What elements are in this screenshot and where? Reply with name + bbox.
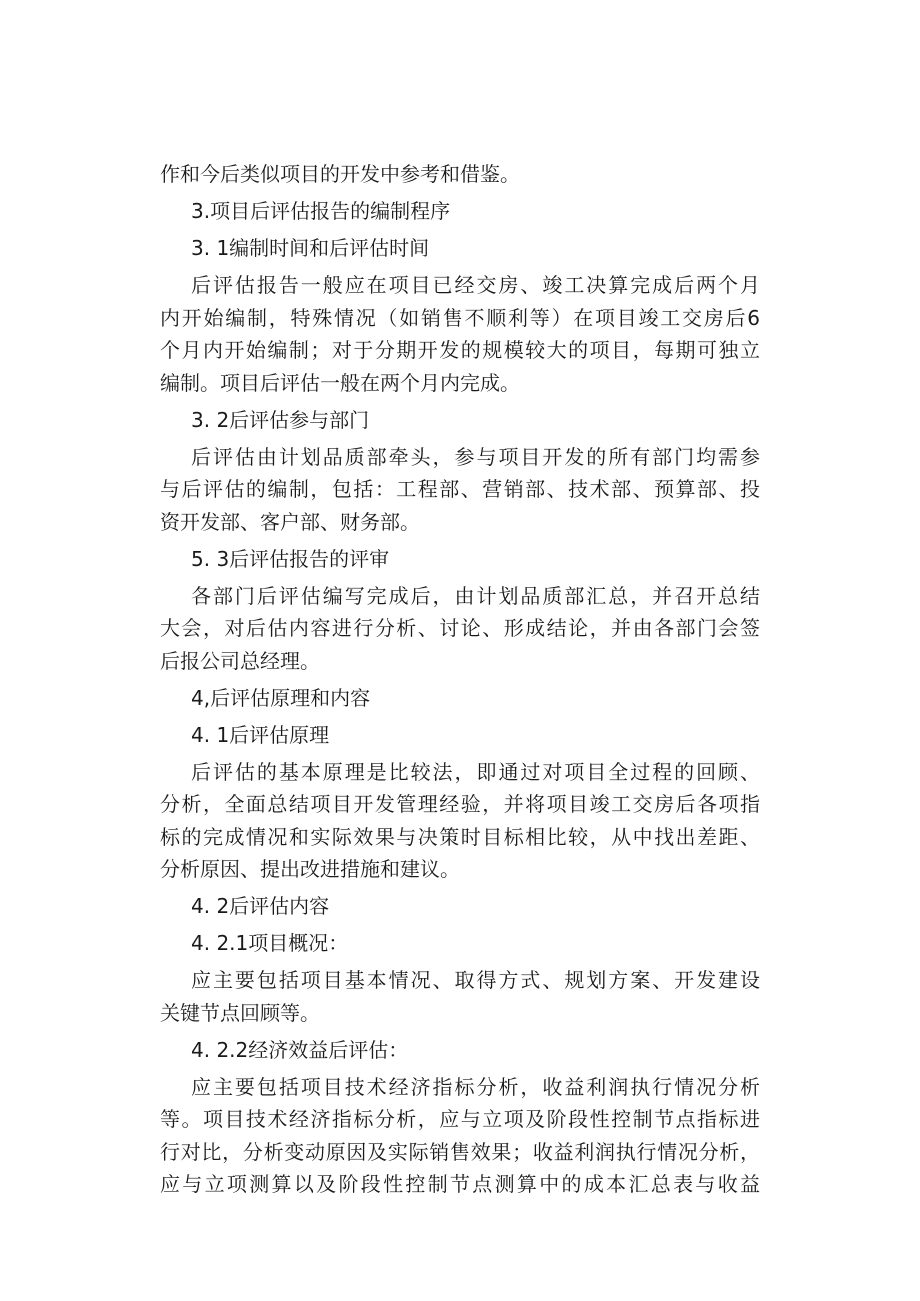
paragraph-line: 各部门后评估编写完成后，由计划品质部汇总，并召开总结 (191, 583, 760, 608)
paragraph-line: 后报公司总经理。 (160, 648, 320, 673)
paragraph-line: 应主要包括项目技术经济指标分析，收益利润执行情况分析 (191, 1074, 760, 1099)
paragraph-line: 分析，全面总结项目开发管理经验，并将项目竣工交房后各项指 (160, 792, 760, 816)
subsection-heading: 3. 2后评估参与部门 (191, 407, 370, 432)
subsection-heading: 4. 1后评估原理 (191, 722, 330, 747)
paragraph-line: 编制。项目后评估一般在两个月内完成。 (160, 370, 520, 395)
paragraph-line: 关键节点回顾等。 (160, 1000, 320, 1025)
subsection-heading: 4. 2后评估内容 (191, 894, 330, 918)
subsection-heading: 4. 2.1项目概况： (191, 931, 349, 955)
section-heading: 3.项目后评估报告的编制程序 (191, 199, 451, 223)
paragraph-line: 应主要包括项目基本情况、取得方式、规划方案、开发建设 (191, 968, 760, 992)
subsection-heading: 4. 2.2经济效益后评估： (191, 1037, 409, 1062)
paragraph-line: 个月内开始编制；对于分期开发的规模较大的项目，每期可独立 (160, 338, 760, 362)
subsection-heading: 3. 1编制时间和后评估时间 (191, 236, 430, 260)
paragraph-line: 分析原因、提出改进措施和建议。 (160, 857, 460, 881)
paragraph-line: 行对比，分析变动原因及实际销售效果；收益利润执行情况分析， (160, 1139, 760, 1164)
paragraph-line: 后评估的基本原理是比较法，即通过对项目全过程的回顾、 (191, 759, 760, 784)
paragraph-line: 应与立项测算以及阶段性控制节点测算中的成本汇总表与收益 (160, 1172, 760, 1196)
paragraph-line: 等。项目技术经济指标分析，应与立项及阶段性控制节点指标进 (160, 1107, 760, 1131)
paragraph-line: 后评估由计划品质部牵头，参与项目开发的所有部门均需参 (191, 444, 760, 469)
paragraph-line: 后评估报告一般应在项目已经交房、竣工决算完成后两个月 (191, 273, 760, 297)
section-heading: 4,后评估原理和内容 (191, 685, 371, 710)
paragraph-line: 与后评估的编制，包括：工程部、营销部、技术部、预算部、投 (160, 477, 760, 501)
paragraph-line: 大会，对后估内容进行分析、讨论、形成结论，并由各部门会签 (160, 616, 760, 640)
paragraph-line: 标的完成情况和实际效果与决策时目标相比较，从中找出差距、 (160, 824, 760, 849)
paragraph-line: 资开发部、客户部、财务部。 (160, 509, 420, 534)
paragraph-line: 作和今后类似项目的开发中参考和借鉴。 (160, 162, 520, 186)
paragraph-line: 内开始编制，特殊情况（如销售不顺利等）在项目竣工交房后6 (160, 305, 760, 330)
document-body (160, 158, 760, 1201)
subsection-heading: 5. 3后评估报告的评审 (191, 546, 390, 571)
